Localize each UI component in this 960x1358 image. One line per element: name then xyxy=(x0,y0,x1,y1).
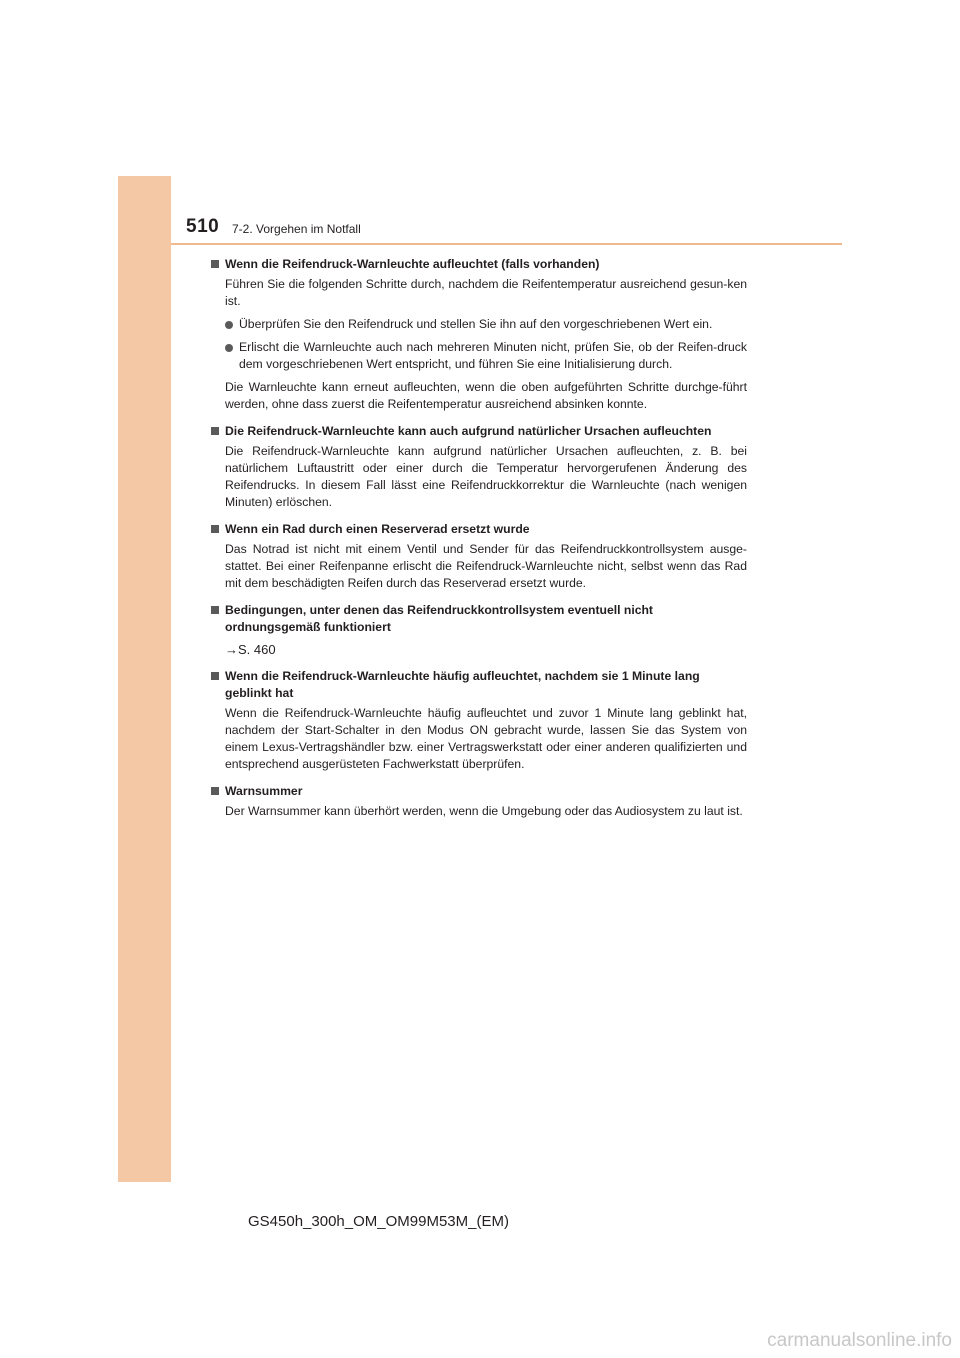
square-bullet-icon xyxy=(211,672,219,680)
section-heading xyxy=(211,602,747,636)
section-spare-wheel xyxy=(211,521,747,592)
section-frequent-warning xyxy=(211,668,747,773)
section-heading xyxy=(211,423,747,440)
section-natural-causes xyxy=(211,423,747,511)
square-bullet-icon xyxy=(211,525,219,533)
header-rule xyxy=(171,243,842,245)
watermark: carmanualsonline.info xyxy=(767,1330,952,1351)
section-heading-text: Wenn die Reifendruck-Warnleuchte häufig aufleuchtet, nachdem sie 1 Minute lang geblinkt hat xyxy=(225,669,700,700)
bullet-text: Überprüfen Sie den Reifendruck und stellen Sie ihn auf den vorgeschriebenen Wert ein. xyxy=(239,317,713,331)
bullet-item xyxy=(211,339,747,373)
section-buzzer xyxy=(211,783,747,820)
section-heading-text: Wenn ein Rad durch einen Reserverad ersetzt wurde xyxy=(225,522,530,536)
round-bullet-icon xyxy=(225,321,233,329)
document-code: GS450h_300h_OM_OM99M53M_(EM) xyxy=(248,1213,509,1230)
page-content xyxy=(211,256,747,820)
paragraph: Die Reifendruck-Warnleuchte kann aufgrund natürlicher Ursachen aufleuchten, z. B. bei natürlichem Luftaustritt oder einer durch die Temperatur hervorgerufenen Änderung des Reifendrucks. In diesem Fall lässt eine Reifendruckkorrektur die Warnleuchte (nach wenigen Minuten) erlöschen. xyxy=(225,444,747,509)
section-heading xyxy=(211,521,747,538)
section-heading-text: Wenn die Reifendruck-Warnleuchte aufleuchtet (falls vorhanden) xyxy=(225,257,600,271)
square-bullet-icon xyxy=(211,427,219,435)
round-bullet-icon xyxy=(225,344,233,352)
bullet-text: Erlischt die Warnleuchte auch nach mehreren Minuten nicht, prüfen Sie, ob der Reifen-druck dem vorgeschriebenen Wert entspricht, und führen Sie eine Initialisierung durch. xyxy=(239,340,747,371)
section-heading xyxy=(211,256,747,273)
square-bullet-icon xyxy=(211,260,219,268)
paragraph: Der Warnsummer kann überhört werden, wenn die Umgebung oder das Audiosystem zu laut ist. xyxy=(225,804,743,818)
section-heading-text: Die Reifendruck-Warnleuchte kann auch aufgrund natürlicher Ursachen aufleuchten xyxy=(225,424,712,438)
paragraph: Führen Sie die folgenden Schritte durch, nachdem die Reifentemperatur ausreichend gesun-ken ist. xyxy=(225,277,747,308)
chapter-sidebar-tab xyxy=(118,176,171,1182)
section-heading xyxy=(211,783,747,800)
paragraph: Wenn die Reifendruck-Warnleuchte häufig aufleuchtet und zuvor 1 Minute lang geblinkt hat, nachdem der Start-Schalter in den Modus ON gebracht wurde, lassen Sie das System von einem Lexus-Vertragshändler bzw. einer Vertragswerkstatt oder einer anderen qualifizierten und entsprechend ausgerüsteten Fachwerkstatt überprüfen. xyxy=(225,706,747,771)
paragraph: Die Warnleuchte kann erneut aufleuchten, wenn die oben aufgeführten Schritte durchge-führt werden, ohne dass zuerst die Reifentemperatur ausreichend absinken konnte. xyxy=(225,380,747,411)
square-bullet-icon xyxy=(211,787,219,795)
section-conditions xyxy=(211,602,747,658)
section-heading xyxy=(211,668,747,702)
section-heading-text: Warnsummer xyxy=(225,784,303,798)
bullet-item xyxy=(211,316,747,333)
page-number: 510 xyxy=(186,216,220,237)
section-title: 7-2. Vorgehen im Notfall xyxy=(232,222,361,236)
paragraph: Das Notrad ist nicht mit einem Ventil und Sender für das Reifendruckkontrollsystem ausge-stattet. Bei einer Reifenpanne erlischt die Reifendruck-Warnleuchte nicht, selbst wenn das Rad mit dem beschädigten Reifen durch das Reserverad ersetzt wurde. xyxy=(225,542,747,590)
section-tpms-warning xyxy=(211,256,747,413)
page-reference: →S. 460 xyxy=(225,642,276,657)
square-bullet-icon xyxy=(211,606,219,614)
section-heading-text: Bedingungen, unter denen das Reifendruckkontrollsystem eventuell nicht ordnungsgemäß funktioniert xyxy=(225,603,653,634)
